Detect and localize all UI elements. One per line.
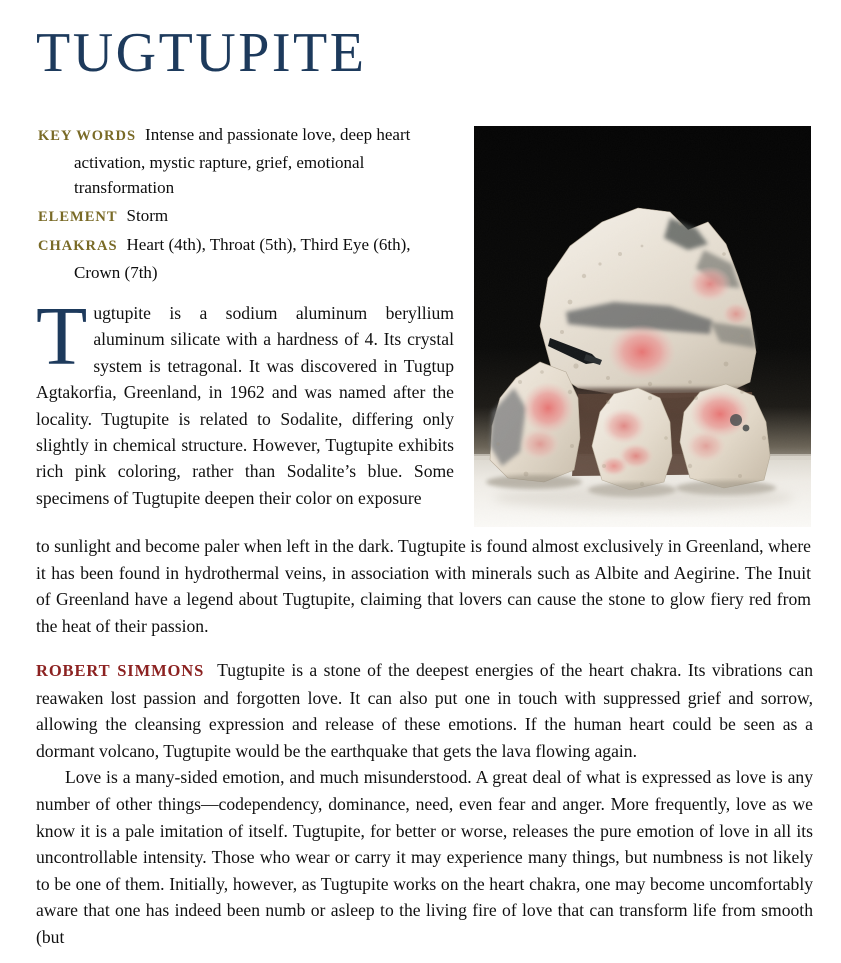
attribute-label-element: ELEMENT — [38, 208, 118, 225]
attribute-label-chakras: CHAKRAS — [38, 238, 118, 254]
robert-simmons-paragraph-1-text: Tugtupite is a stone of the deepest energies of the heart chakra. Its vibrations can reawaken lost passion and forgotten love. It can also put one in touch with suppressed grief and sorrow, allowing the cleansing expression and release of these emotions. If the human heart could be seen as a dormant volcano, Tugtupite would be the earthquake that gets the lava flowing again. — [36, 660, 813, 761]
robert-simmons-section — [36, 657, 813, 951]
attribute-row-key-words — [38, 122, 442, 201]
intro-continuation — [36, 533, 811, 639]
attribute-value-key-words: Intense and passionate love, deep heart activation, mystic rapture, grief, emotional transformation — [74, 125, 411, 197]
attribute-row-element — [38, 203, 442, 231]
intro-continuation-paragraph: to sunlight and become paler when left in the dark. Tugtupite is found almost exclusively in Greenland, where it has been found in hydrothermal veins, in association with minerals such as Albite and Aegirine. The Inuit of Greenland have a legend about Tugtupite, claiming that lovers can cause the stone to glow fiery red from the heat of their passion. — [36, 536, 811, 636]
attribute-value-element: Storm — [126, 205, 169, 225]
attribute-row-chakras — [38, 232, 442, 285]
robert-simmons-paragraph-1 — [36, 657, 813, 764]
attribute-label-key-words: KEY WORDS — [38, 128, 137, 144]
specimen-photo — [474, 126, 811, 527]
page-title: TUGTUPITE — [36, 22, 367, 84]
author-byline: ROBERT SIMMONS — [36, 661, 205, 680]
attribute-block — [38, 122, 442, 287]
attribute-value-chakras: Heart (4th), Throat (5th), Third Eye (6th), Crown (7th) — [74, 235, 411, 282]
intro-paragraph-text: ugtupite is a sodium aluminum beryllium aluminum silicate with a hardness of 4. Its crystal system is tetragonal. It was discovered in Tugtup Agtakorfia, Greenland, in 1962 and was named after the locality. Tugtupite is related to Sodalite, differing only slightly in chemical structure. However, Tugtupite exhibits rich pink coloring, rather than Sodalite’s blue. Some specimens of Tugtupite deepen their color on exposure — [36, 303, 454, 508]
specimen-photo-illustration — [474, 126, 811, 527]
intro-column-text — [36, 290, 454, 511]
robert-simmons-paragraph-2: Love is a many-sided emotion, and much misunderstood. A great deal of what is expressed as love is any number of other things—codependency, dominance, need, even fear and anger. More frequently, love as we know it is a pale imitation of itself. Tugtupite, for better or worse, releases the pure emotion of love in all its uncontrollable intensity. Those who wear or carry it may experience many things, but numbness is not likely to be one of them. Initially, however, as Tugtupite works on the heart chakra, one may become uncomfortably aware that one has indeed been numb or asleep to the living fire of love that can transform life from smooth (but — [36, 767, 813, 947]
drop-cap: T — [36, 290, 88, 383]
